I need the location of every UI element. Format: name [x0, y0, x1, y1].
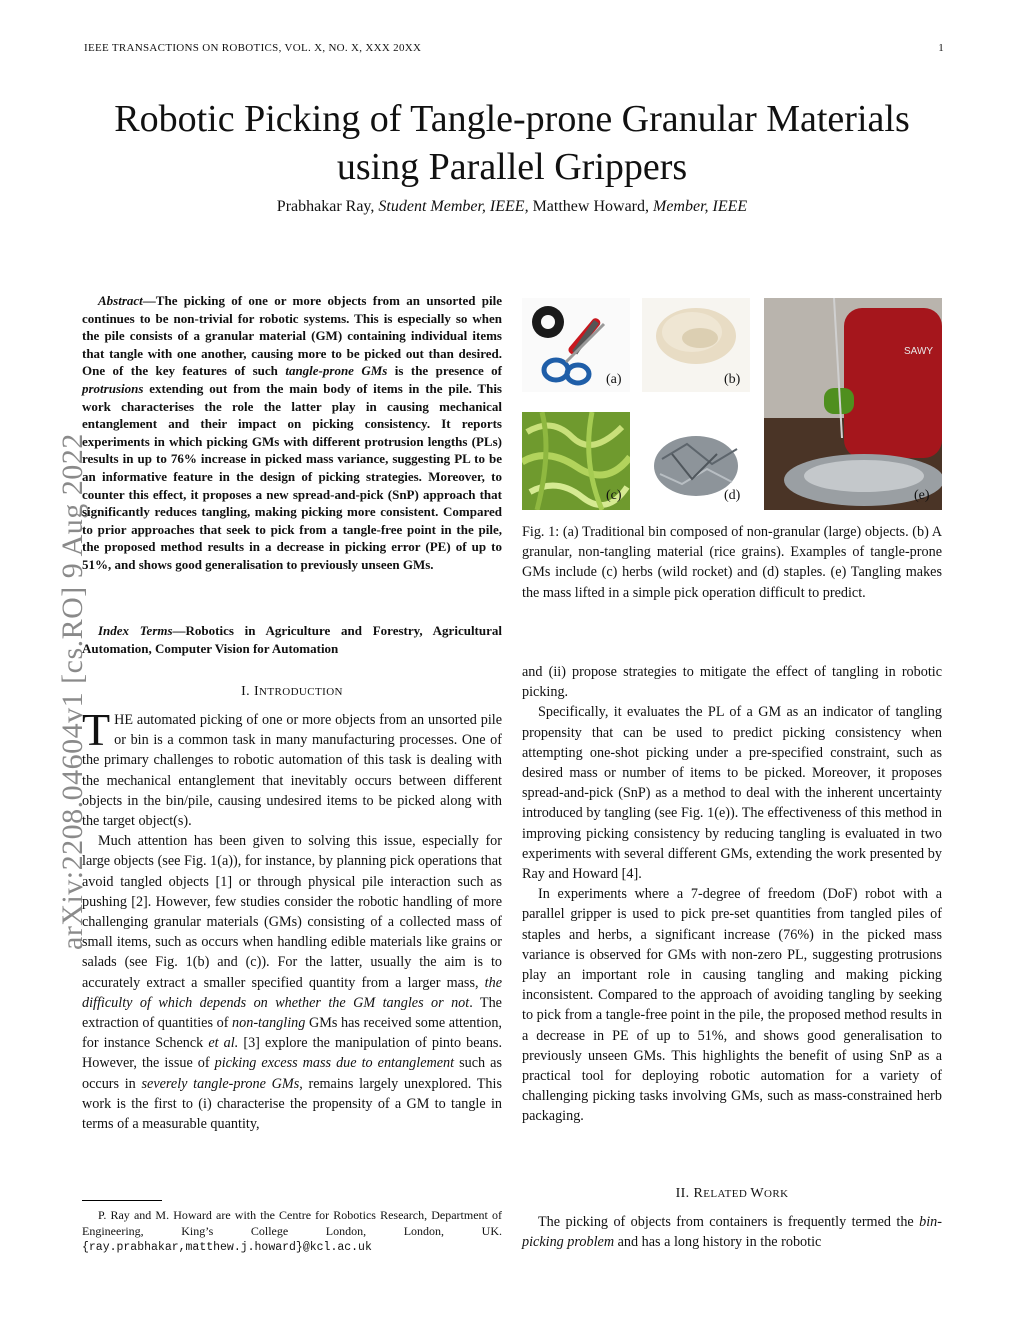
robot-brand-logo: SAWY — [904, 346, 934, 357]
section-heading-introduction: I. INTRODUCTION — [241, 684, 343, 699]
robot-picking-image — [764, 298, 942, 510]
arxiv-id: arXiv:2208.04604v1 [cs.RO] 9 Aug 2022 — [56, 433, 89, 950]
figure-1 — [522, 298, 942, 510]
page-number: 1 — [938, 42, 944, 54]
figure-label-e: (e) — [914, 488, 930, 503]
footnote: P. Ray and M. Howard are with the Centre for Robotics Research, Department of Engineering, King’s College London, London, UK. {ray.prabhakar,matthew.j.howard}@kcl.ac.uk — [82, 1208, 502, 1254]
arxiv-stamp — [20, 350, 89, 950]
introduction-body: THE automated picking of one or more objects from an unsorted pile or bin is a common task in many manufacturing processes. One of the primary challenges to robotic automation of this task is dealing with the mechanical entanglement that inevitably occurs between different objects in the bin/pile, causing undesired items to be picked along with the target object(s). Much attention has been given to solving this issue, especially for large objects (see Fig. 1(a)), for instance, by planning pick operations that avoid tangled objects [1] or through physical pile interaction such as pushing [2]. However, few studies consider the robotic handling of more challenging granular materials (GMs) consisting of a collected mass of small items, such as occurs when handling edible materials like grains or salads (see Fig. 1(b) and (c)). For the latter, usually the aim is to accurately extract a smaller specified quantity from a larger mass, the difficulty of which depends on whether the GM tangles or not. The extraction of quantities of non-tangling GMs has received some attention, for instance Schenck et al. [3] explore the manipulation of pinto beans. However, the issue of picking excess mass due to entanglement such as occurs in severely tangle-prone GMs, remains largely unexplored. This work is the first to (i) characterise the propensity of a GM to tangle in terms of a measurable quantity, — [82, 704, 503, 1133]
figure-1-caption: Fig. 1: (a) Traditional bin composed of non-granular (large) objects. (b) A granular, non-tangling material (rice grains). Examples of tangle-prone GMs include (c) herbs (wild rocket) and (d) staples. (e) Tangling makes the mass lifted in a simple pick operation difficult to predict. — [522, 524, 942, 601]
title-line-1: Robotic Picking of Tangle-prone Granular Materials — [114, 98, 910, 140]
index-terms-label: Index Terms — [98, 623, 173, 638]
figure-panel-e — [764, 298, 942, 510]
figure-label-c: (c) — [606, 488, 622, 503]
footnote-rule — [82, 1200, 162, 1201]
author-list — [60, 198, 964, 216]
section-heading-related-work: II. RELATED WORK — [675, 1186, 789, 1201]
author-2-role: Member, IEEE — [653, 198, 748, 215]
journal-name: IEEE TRANSACTIONS ON ROBOTICS, VOL. X, NO. X, XXX 20XX — [84, 42, 422, 54]
abstract-label: Abstract — [98, 293, 143, 308]
author-1: Prabhakar Ray, — [276, 198, 375, 215]
figure-label-d: (d) — [724, 488, 741, 503]
introduction-continued: and (ii) propose strategies to mitigate the effect of tangling in robotic picking. Specifically, it evaluates the PL of a GM as an indicator of tangling propensity that can be used to predict picking consistency when attempting one-shot picking under a pre-specified constraint, such as desired mass or number of items to be picked. Moreover, it proposes spread-and-pick (SnP) as a method to deal with the inherent uncertainty introduced by tangling (see Fig. 1(e)). The effectiveness of this method in improving picking consistency by reducing tangling is evaluated in two experiments with several different GMs, extending the work presented by Ray and Howard [4]. In experiments where a 7-degree of freedom (DoF) robot with a parallel gripper is used to pick pre-set quantities from tangled piles of staples and herbs, a significant increase (76%) in the picked mass variance is observed for GMs with non-zero PL, suggesting protrusions play an important role in causing tangling and making picking inconsistent. Compared to the approach of avoiding tangling by seeking to pick from a tangle-free point in the pile, the proposed method results in a decrease in PE of up to 51%, and shows good generalisation to previously unseen GMs. This highlights the benefit of using SnP as a practical tool for deploying robotic automation for a variety of challenging picking tasks involving GMs, such as mass-constrained herb packaging. — [522, 664, 942, 1125]
author-emails: {ray.prabhakar,matthew.j.howard}@kcl.ac.uk — [82, 1241, 372, 1254]
figure-label-b: (b) — [724, 372, 741, 387]
figure-label-a: (a) — [606, 372, 622, 387]
running-header — [84, 42, 944, 54]
related-work-body: The picking of objects from containers is frequently termed the bin-picking problem and has a long history in the robotic — [522, 1214, 942, 1251]
author-1-role: Student Member, IEEE, — [378, 198, 529, 215]
abstract: Abstract—The picking of one or more objects from an unsorted pile continues to be non-trivial for robotic systems. This is especially so when the pile consists of a granular material (GM) containing individual items that tangle with one another, causing more to be picked out than desired. One of the key features of such tangle-prone GMs is the presence of protrusions extending out from the main body of items in the pile. This work characterises the role the latter play in causing mechanical entanglement and their impact on picking consistency. It reports experiments in which picking GMs with different protrusion lengths (PLs) results in up to 76% increase in picked mass variance, suggesting PL to be an informative feature in the design of picking strategies. Moreover, to counter this effect, it proposes a new spread-and-pick (SnP) approach that significantly reduces tangling, making picking more consistent. Compared to prior approaches that seek to pick from a tangle-free point in the pile, the proposed method results in a decrease in picking error (PE) of up to 51%, and shows good generalisation to previously unseen GMs. — [82, 293, 502, 572]
author-2: Matthew Howard, — [532, 198, 649, 215]
drop-cap: T — [82, 704, 111, 755]
paper-title — [60, 95, 964, 191]
index-terms: Index Terms—Robotics in Agriculture and Forestry, Agricultural Automation, Computer Vision for Automation — [82, 623, 502, 656]
title-line-2: using Parallel Grippers — [336, 146, 688, 188]
